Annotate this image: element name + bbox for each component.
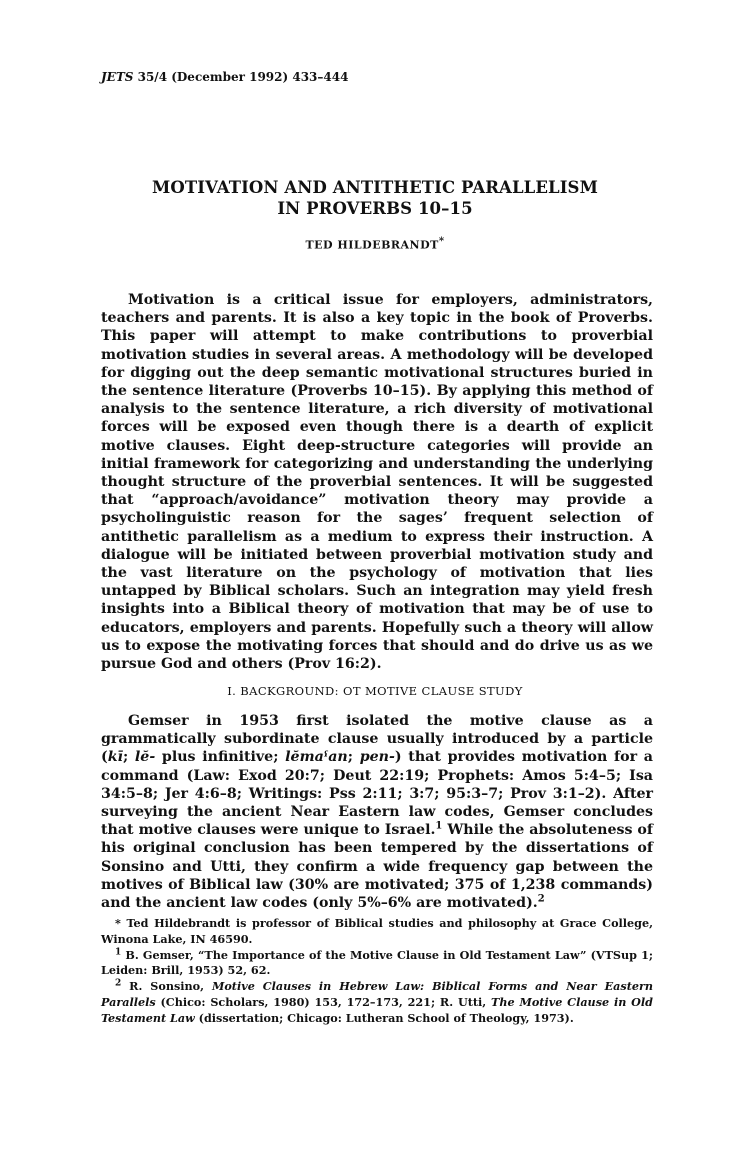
paragraph-text: ; [122, 749, 135, 766]
footnote-2 [101, 979, 653, 1026]
footnote-text: Ted Hildebrandt is professor of Biblical studies and philosophy at Grace College, Winona Lake, IN 46590. [101, 916, 653, 946]
footnote-ref-1[interactable]: 1 [435, 820, 443, 832]
footnote-ref-2[interactable]: 2 [537, 893, 545, 905]
article-title [100, 177, 650, 219]
footnote-marker: 2 [115, 978, 122, 989]
paragraph-text: plus infinitive; [155, 749, 286, 766]
author-footnote-marker: * [438, 236, 445, 247]
footnote-text: (dissertation; Chicago: Lutheran School of Theology, 1973). [194, 1010, 574, 1025]
paragraph-text: While the absoluteness of his original conclusion has been tempered by the dissertations of Sonsino and Utti, they confirm a wide frequency gap between the motives of Biblical law (30% are motivated; 375 of 1,238 commands) and the ancient law codes (only 5%–6% are motivated). [101, 822, 653, 912]
cited-title: The Motive Clause in Old Testament Law [101, 994, 653, 1025]
footnote-text: R. Sonsino, [121, 979, 212, 994]
section-heading: I. BACKGROUND: OT MOTIVE CLAUSE STUDY [227, 684, 523, 698]
footnote-marker: * [115, 916, 121, 930]
title-line-2: IN PROVERBS 10–15 [277, 199, 473, 218]
hebrew-term: pen- [359, 749, 395, 766]
author-name: TED HILDEBRANDT [305, 238, 439, 252]
cited-title: Motive Clauses in Hebrew Law: Biblical Forms and Near Eastern Parallels [101, 979, 654, 1009]
footnote-1 [101, 948, 653, 980]
title-line-1: MOTIVATION AND ANTITHETIC PARALLELISM [152, 178, 598, 197]
paragraph-text: ) that provides motivation for a command (Law: Exod 20:7; Deut 22:19; Prophets: Amos 5:4–5; Isa 34:5–8; Jer 4:6–8; Writings: Pss 2:11; 3:7; 95:3–7; Prov 3:1–2). After surveying the ancient Near Eastern law codes, Gemser concludes that motive clauses were unique to Israel. [101, 749, 653, 839]
journal-citation: 35/4 (December 1992) 433–444 [137, 70, 349, 84]
hebrew-term: lĕ- [134, 749, 156, 766]
section-paragraph [101, 712, 653, 912]
paragraph-text: ; [347, 749, 360, 766]
footnotes [101, 916, 653, 1027]
paragraph-text: Gemser in 1953 first isolated the motive clause as a grammatically subordinate clause usually introduced by a particle ( [101, 713, 653, 766]
footnote-text: B. Gemser, “The Importance of the Motive Clause in Old Testament Law” (VTSup 1; Leiden: Brill, 1953) 52, 62. [101, 947, 653, 978]
footnote-text: (Chico: Scholars, 1980) 153, 172–173, 221; R. Utti, [155, 994, 492, 1009]
journal-name: JETS [101, 70, 134, 84]
footnote-star [101, 916, 653, 948]
hebrew-term: lĕmaˁan [285, 749, 348, 766]
hebrew-term: kī [107, 749, 123, 766]
footnote-marker: 1 [115, 946, 122, 957]
journal-header [101, 70, 348, 84]
abstract-paragraph: Motivation is a critical issue for employers, administrators, teachers and parents. It is also a key topic in the book of Proverbs. This paper will attempt to make contributions to proverbial motivation studies in several areas. A methodology will be developed for digging out the deep semantic motivational structures buried in the sentence literature (Proverbs 10–15). By applying this method of analysis to the sentence literature, a rich diversity of motivational forces will be exposed even though there is a dearth of explicit motive clauses. Eight deep-structure categories will provide an initial framework for categorizing and understanding the underlying thought structure of the proverbial sentences. It will be suggested that “approach/avoidance” motivation theory may provide a psycholinguistic reason for the sages’ frequent selection of antithetic parallelism as a medium to express their instruction. A dialogue will be initiated between proverbial motivation study and the vast literature on the psychology of motivation that lies untapped by Biblical scholars. Such an integration may yield fresh insights into a Biblical theory of motivation that may be of use to educators, employers and parents. Hopefully such a theory will allow us to expose the motivating forces that should and do drive us as we pursue God and others (Prov 16:2). [101, 292, 653, 673]
author-byline [100, 236, 650, 252]
